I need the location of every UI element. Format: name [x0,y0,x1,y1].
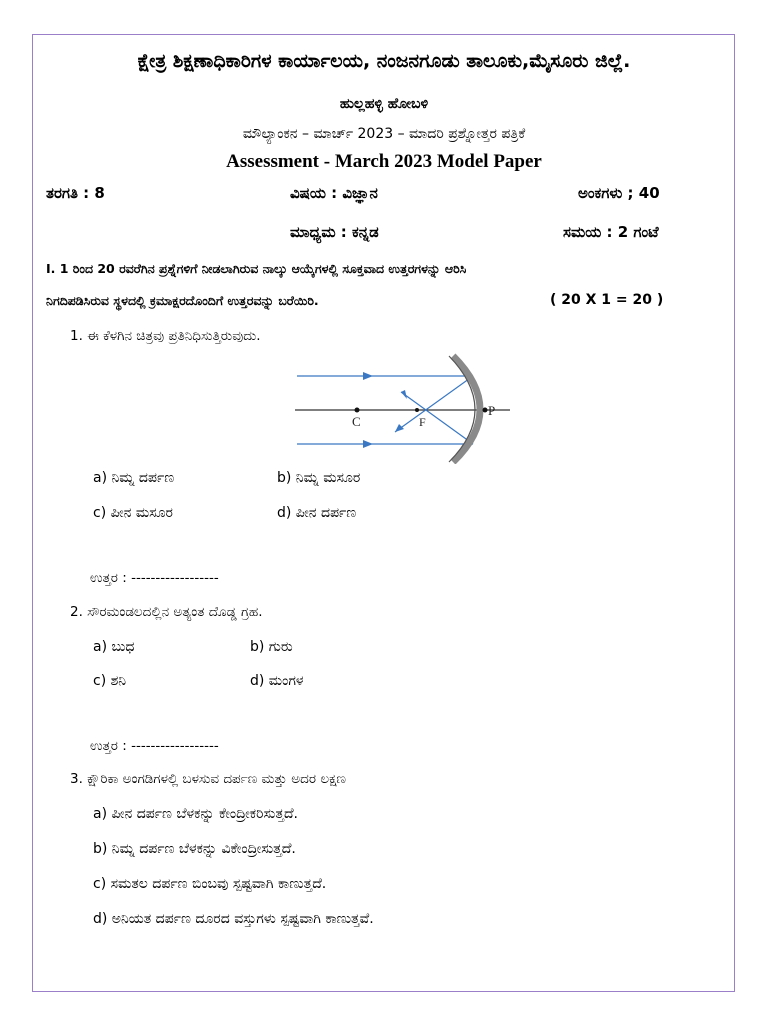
section-instruction-line2: ನಿಗದಿಪಡಿಸಿರುವ ಸ್ಥಳದಲ್ಲಿ ಕ್ರಮಾಕ್ಷರದೊಂದಿಗೆ ಉತ್ತರವನ್ನು ಬರೆಯಿರಿ. [46,293,319,308]
q3-option-b: b) ನಿಮ್ನ ದರ್ಪಣ ಬೆಳಕನ್ನು ವಿಕೇಂದ್ರೀಸುತ್ತದೆ. [93,841,296,857]
q2-answer-line: ಉತ್ತರ : ------------------ [90,738,219,754]
q2-option-b: b) ಗುರು [250,639,293,655]
point-p-label: P [488,403,496,418]
medium-label: ಮಾಧ್ಯಮ : ಕನ್ನಡ [290,223,379,241]
time-label: ಸಮಯ : 2 ಗಂಟೆ [563,223,659,241]
q1-option-a: a) ನಿಮ್ನ ದರ್ಪಣ [93,470,175,486]
q3-option-c: c) ಸಮತಲ ದರ್ಪಣ ಬಿಂಬವು ಸ್ಪಷ್ಟವಾಗಿ ಕಾಣುತ್ತದೆ. [93,876,327,892]
q3-option-d: d) ಅನಿಯತ ದರ್ಪಣ ದೂರದ ವಸ್ತುಗಳು ಸ್ಪಷ್ಟವಾಗಿ ಕಾಣುತ್ತವೆ. [93,911,374,927]
point-c-label: C [352,414,361,429]
question-3-text: 3. ಕ್ಷೌರಿಕಾ ಅಂಗಡಿಗಳಲ್ಲಿ ಬಳಸುವ ದರ್ಪಣ ಮತ್ತು ಅದರ ಲಕ್ಷಣ [70,771,346,787]
paper-title-english: Assessment - March 2023 Model Paper [226,151,542,172]
section-marks: ( 20 X 1 = 20 ) [550,292,664,308]
section-instruction-line1: I. 1 ರಿಂದ 20 ರವರೆಗಿನ ಪ್ರಶ್ನೆಗಳಿಗೆ ನೀಡಲಾಗಿರುವ ನಾಲ್ಕು ಆಯ್ಕೆಗಳಲ್ಲಿ ಸೂಕ್ತವಾದ ಉತ್ತರಗಳನ್ನು ಆರಿಸಿ [46,261,467,276]
concave-mirror-figure [295,352,525,464]
question-2-text: 2. ಸೌರಮಂಡಲದಲ್ಲಿನ ಅತ್ಯಂತ ದೊಡ್ಡ ಗ್ರಹ. [70,604,263,620]
paper-title-kannada: ಮೌಲ್ಯಾಂಕನ – ಮಾರ್ಚ್ 2023 – ಮಾದರಿ ಪ್ರಶ್ನೋತ್ತರ ಪತ್ರಿಕೆ [242,126,526,142]
class-label: ತರಗತಿ : 8 [46,184,105,202]
point-f-label: F [419,415,426,429]
point-p-marker [483,408,488,413]
question-1-text: 1. ಈ ಕೆಳಗಿನ ಚಿತ್ರವು ಪ್ರತಿನಿಧಿಸುತ್ತಿರುವುದು. [70,328,261,344]
hobli-title: ಹುಲ್ಲಹಳ್ಳಿ ಹೋಬಳಿ [339,96,429,112]
office-title: ಕ್ಷೇತ್ರ ಶಿಕ್ಷಣಾಧಿಕಾರಿಗಳ ಕಾರ್ಯಾಲಯ, ನಂಜನಗೂಡು ತಾಲೂಕು,ಮೈಸೂರು ಜಿಲ್ಲೆ. [137,50,631,72]
marks-label: ಅಂಕಗಳು ; 40 [578,184,660,202]
point-c-marker [355,408,360,413]
q2-option-c: c) ಶನಿ [93,673,127,689]
q1-option-b: b) ನಿಮ್ನ ಮಸೂರ [277,470,361,486]
q2-option-d: d) ಮಂಗಳ [250,673,304,689]
q1-option-c: c) ಪೀನ ಮಸೂರ [93,505,173,521]
q3-option-a: a) ಪೀನ ದರ್ಪಣ ಬೆಳಕನ್ನು ಕೇಂದ್ರೀಕರಿಸುತ್ತದೆ. [93,806,299,822]
q1-answer-line: ಉತ್ತರ : ------------------ [90,570,219,586]
q2-option-a: a) ಬುಧ [93,639,135,655]
point-f-marker [415,408,419,412]
subject-label: ವಿಷಯ : ವಿಜ್ಞಾನ [290,184,378,202]
q1-option-d: d) ಪೀನ ದರ್ಪಣ [277,505,357,521]
